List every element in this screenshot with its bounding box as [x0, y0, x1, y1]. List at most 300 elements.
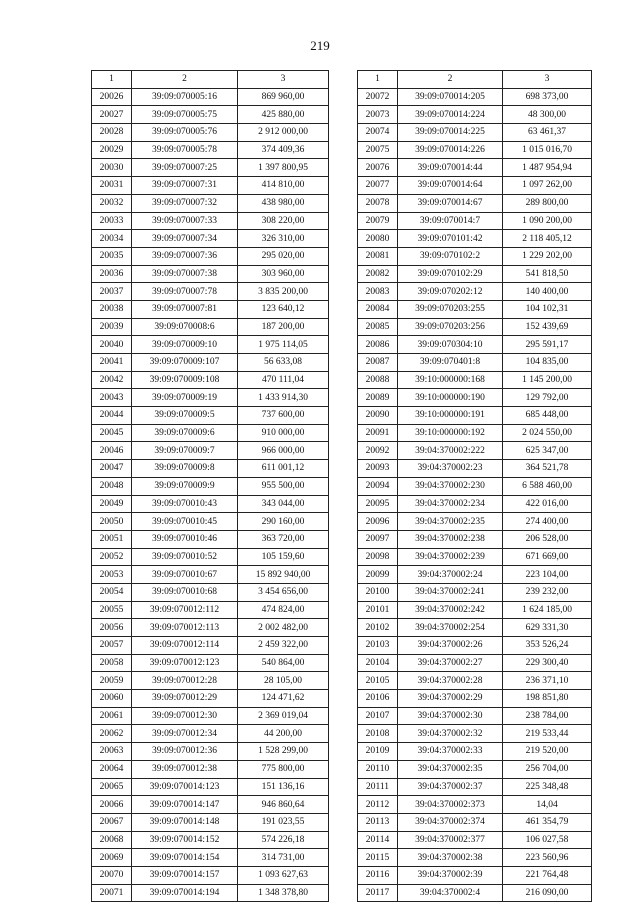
cadastral-number-cell: 39:09:070007:38: [132, 265, 238, 283]
column-header: 3: [503, 71, 592, 89]
row-number-cell: 20116: [358, 866, 398, 884]
cadastral-number-cell: 39:04:370002:373: [398, 796, 503, 814]
value-cell: 140 400,00: [503, 283, 592, 301]
cadastral-number-cell: 39:09:070102:29: [398, 265, 503, 283]
value-cell: 425 880,00: [238, 106, 329, 124]
row-number-cell: 20078: [358, 194, 398, 212]
value-cell: 1 093 627,63: [238, 866, 329, 884]
row-number-cell: 20027: [92, 106, 132, 124]
table-row: [92, 654, 329, 672]
table-row: [358, 495, 592, 513]
value-cell: 105 159,60: [238, 548, 329, 566]
value-cell: 955 500,00: [238, 477, 329, 495]
row-number-cell: 20041: [92, 354, 132, 372]
cadastral-number-cell: 39:09:070202:12: [398, 283, 503, 301]
cadastral-number-cell: 39:09:070012:36: [132, 743, 238, 761]
cadastral-number-cell: 39:09:070007:81: [132, 300, 238, 318]
cadastral-number-cell: 39:09:070014:154: [132, 849, 238, 867]
value-cell: 238 784,00: [503, 707, 592, 725]
row-number-cell: 20114: [358, 831, 398, 849]
value-cell: 314 731,00: [238, 849, 329, 867]
value-cell: 343 044,00: [238, 495, 329, 513]
row-number-cell: 20102: [358, 619, 398, 637]
cadastral-number-cell: 39:09:070014:152: [132, 831, 238, 849]
row-number-cell: 20117: [358, 884, 398, 902]
row-number-cell: 20026: [92, 88, 132, 106]
table-row: [92, 283, 329, 301]
cadastral-number-cell: 39:09:070014:225: [398, 124, 503, 142]
row-number-cell: 20075: [358, 141, 398, 159]
table-row: [358, 566, 592, 584]
table-row: [358, 247, 592, 265]
cadastral-number-cell: 39:04:370002:241: [398, 583, 503, 601]
cadastral-number-cell: 39:09:070007:78: [132, 283, 238, 301]
cadastral-number-cell: 39:04:370002:39: [398, 866, 503, 884]
table-row: [92, 548, 329, 566]
table-row: [92, 230, 329, 248]
table-row: [358, 300, 592, 318]
cadastral-number-cell: 39:09:070010:52: [132, 548, 238, 566]
cadastral-number-cell: 39:09:070005:78: [132, 141, 238, 159]
cadastral-number-cell: 39:10:000000:191: [398, 407, 503, 425]
cadastral-number-cell: 39:09:070014:226: [398, 141, 503, 159]
table-row: [92, 672, 329, 690]
value-cell: 1 229 202,00: [503, 247, 592, 265]
row-number-cell: 20032: [92, 194, 132, 212]
row-number-cell: 20074: [358, 124, 398, 142]
table-row: [358, 159, 592, 177]
table-row: [358, 424, 592, 442]
table-row: [92, 796, 329, 814]
row-number-cell: 20076: [358, 159, 398, 177]
table-row: [358, 407, 592, 425]
cadastral-number-cell: 39:09:070007:36: [132, 247, 238, 265]
cadastral-number-cell: 39:09:070014:224: [398, 106, 503, 124]
table-row: [358, 141, 592, 159]
value-cell: 438 980,00: [238, 194, 329, 212]
table-row: [358, 725, 592, 743]
value-cell: 124 471,62: [238, 690, 329, 708]
table-row: [92, 637, 329, 655]
row-number-cell: 20038: [92, 300, 132, 318]
value-cell: 353 526,24: [503, 637, 592, 655]
value-cell: 414 810,00: [238, 177, 329, 195]
table-row: [92, 866, 329, 884]
table-row: [358, 707, 592, 725]
cadastral-number-cell: 39:09:070009:107: [132, 354, 238, 372]
table-row: [358, 583, 592, 601]
row-number-cell: 20109: [358, 743, 398, 761]
row-number-cell: 20081: [358, 247, 398, 265]
row-number-cell: 20043: [92, 389, 132, 407]
value-cell: 966 000,00: [238, 442, 329, 460]
cadastral-number-cell: 39:04:370002:254: [398, 619, 503, 637]
value-cell: 295 591,17: [503, 336, 592, 354]
table-row: [358, 530, 592, 548]
table-row: [358, 477, 592, 495]
cadastral-number-cell: 39:04:370002:30: [398, 707, 503, 725]
table-row: [358, 866, 592, 884]
row-number-cell: 20115: [358, 849, 398, 867]
row-number-cell: 20108: [358, 725, 398, 743]
value-cell: 106 027,58: [503, 831, 592, 849]
value-cell: 3 454 656,00: [238, 583, 329, 601]
value-cell: 28 105,00: [238, 672, 329, 690]
value-cell: 295 020,00: [238, 247, 329, 265]
cadastral-number-cell: 39:09:070005:76: [132, 124, 238, 142]
row-number-cell: 20113: [358, 813, 398, 831]
value-cell: 15 892 940,00: [238, 566, 329, 584]
cadastral-number-cell: 39:09:070010:45: [132, 513, 238, 531]
cadastral-number-cell: 39:09:070012:30: [132, 707, 238, 725]
table-row: [358, 389, 592, 407]
row-number-cell: 20097: [358, 530, 398, 548]
cadastral-number-cell: 39:09:070012:38: [132, 760, 238, 778]
row-number-cell: 20083: [358, 283, 398, 301]
row-number-cell: 20068: [92, 831, 132, 849]
row-number-cell: 20052: [92, 548, 132, 566]
value-cell: 219 533,44: [503, 725, 592, 743]
cadastral-number-cell: 39:09:070007:31: [132, 177, 238, 195]
table-row: [358, 654, 592, 672]
row-number-cell: 20094: [358, 477, 398, 495]
cadastral-number-cell: 39:04:370002:32: [398, 725, 503, 743]
cadastral-number-cell: 39:09:070203:255: [398, 300, 503, 318]
cadastral-number-cell: 39:09:070010:46: [132, 530, 238, 548]
value-cell: 474 824,00: [238, 601, 329, 619]
table-row: [92, 88, 329, 106]
value-cell: 151 136,16: [238, 778, 329, 796]
cadastral-number-cell: 39:04:370002:235: [398, 513, 503, 531]
table-row: [358, 760, 592, 778]
column-header: 2: [398, 71, 503, 89]
column-header: 1: [358, 71, 398, 89]
row-number-cell: 20085: [358, 318, 398, 336]
cadastral-number-cell: 39:09:070203:256: [398, 318, 503, 336]
row-number-cell: 20096: [358, 513, 398, 531]
cadastral-number-cell: 39:04:370002:230: [398, 477, 503, 495]
page-number: 219: [310, 38, 330, 53]
row-number-cell: 20087: [358, 354, 398, 372]
table-row: [92, 583, 329, 601]
table-row: [358, 354, 592, 372]
cadastral-number-cell: 39:04:370002:38: [398, 849, 503, 867]
table-row: [92, 336, 329, 354]
value-cell: 6 588 460,00: [503, 477, 592, 495]
cadastral-number-cell: 39:09:070007:32: [132, 194, 238, 212]
table-row: [92, 690, 329, 708]
cadastral-number-cell: 39:09:070014:123: [132, 778, 238, 796]
table-row: [358, 548, 592, 566]
value-cell: 1 015 016,70: [503, 141, 592, 159]
cadastral-number-cell: 39:09:070009:19: [132, 389, 238, 407]
cadastral-number-cell: 39:09:070014:67: [398, 194, 503, 212]
value-cell: 56 633,08: [238, 354, 329, 372]
value-cell: 540 864,00: [238, 654, 329, 672]
row-number-cell: 20056: [92, 619, 132, 637]
row-number-cell: 20070: [92, 866, 132, 884]
table-row: [92, 566, 329, 584]
row-number-cell: 20071: [92, 884, 132, 902]
cadastral-number-cell: 39:04:370002:4: [398, 884, 503, 902]
table-row: [92, 424, 329, 442]
table-row: [358, 177, 592, 195]
row-number-cell: 20053: [92, 566, 132, 584]
value-cell: 574 226,18: [238, 831, 329, 849]
table-row: [92, 849, 329, 867]
row-number-cell: 20093: [358, 460, 398, 478]
table-row: [358, 513, 592, 531]
value-cell: 625 347,00: [503, 442, 592, 460]
row-number-cell: 20045: [92, 424, 132, 442]
row-number-cell: 20079: [358, 212, 398, 230]
table-row: [92, 831, 329, 849]
table-row: [92, 159, 329, 177]
cadastral-number-cell: 39:10:000000:192: [398, 424, 503, 442]
table-row: [92, 619, 329, 637]
value-cell: 1 348 378,80: [238, 884, 329, 902]
value-cell: 308 220,00: [238, 212, 329, 230]
value-cell: 869 960,00: [238, 88, 329, 106]
cadastral-number-cell: 39:09:070009:7: [132, 442, 238, 460]
row-number-cell: 20069: [92, 849, 132, 867]
cadastral-number-cell: 39:09:070009:108: [132, 371, 238, 389]
cadastral-number-cell: 39:09:070009:5: [132, 407, 238, 425]
right-table-body: [358, 88, 592, 902]
cadastral-number-cell: 39:09:070005:16: [132, 88, 238, 106]
table-row: [92, 300, 329, 318]
cadastral-number-cell: 39:09:070014:64: [398, 177, 503, 195]
row-number-cell: 20105: [358, 672, 398, 690]
cadastral-number-cell: 39:09:070009:8: [132, 460, 238, 478]
table-row: [358, 230, 592, 248]
cadastral-number-cell: 39:09:070009:9: [132, 477, 238, 495]
row-number-cell: 20040: [92, 336, 132, 354]
value-cell: 1 528 299,00: [238, 743, 329, 761]
row-number-cell: 20028: [92, 124, 132, 142]
row-number-cell: 20036: [92, 265, 132, 283]
cadastral-number-cell: 39:09:070012:112: [132, 601, 238, 619]
cadastral-number-cell: 39:09:070012:113: [132, 619, 238, 637]
value-cell: 2 369 019,04: [238, 707, 329, 725]
row-number-cell: 20077: [358, 177, 398, 195]
cadastral-number-cell: 39:04:370002:238: [398, 530, 503, 548]
value-cell: 775 800,00: [238, 760, 329, 778]
table-row: [92, 265, 329, 283]
value-cell: 2 912 000,00: [238, 124, 329, 142]
table-row: [358, 265, 592, 283]
cadastral-number-cell: 39:09:070012:123: [132, 654, 238, 672]
row-number-cell: 20061: [92, 707, 132, 725]
value-cell: 946 860,64: [238, 796, 329, 814]
table-row: [358, 796, 592, 814]
column-header: 1: [92, 71, 132, 89]
row-number-cell: 20104: [358, 654, 398, 672]
cadastral-number-cell: 39:04:370002:23: [398, 460, 503, 478]
value-cell: 48 300,00: [503, 106, 592, 124]
row-number-cell: 20098: [358, 548, 398, 566]
table-row: [358, 88, 592, 106]
cadastral-number-cell: 39:04:370002:374: [398, 813, 503, 831]
value-cell: 1 090 200,00: [503, 212, 592, 230]
table-row: [92, 778, 329, 796]
right-table: [357, 70, 592, 902]
value-cell: 461 354,79: [503, 813, 592, 831]
value-cell: 221 764,48: [503, 866, 592, 884]
value-cell: 216 090,00: [503, 884, 592, 902]
value-cell: 698 373,00: [503, 88, 592, 106]
cadastral-number-cell: 39:09:070007:34: [132, 230, 238, 248]
value-cell: 2 118 405,12: [503, 230, 592, 248]
value-cell: 104 835,00: [503, 354, 592, 372]
table-row: [92, 601, 329, 619]
value-cell: 1 397 800,95: [238, 159, 329, 177]
value-cell: 671 669,00: [503, 548, 592, 566]
table-row: [358, 637, 592, 655]
table-row: [358, 601, 592, 619]
cadastral-number-cell: 39:04:370002:26: [398, 637, 503, 655]
cadastral-number-cell: 39:09:070014:44: [398, 159, 503, 177]
table-header-row: [92, 71, 329, 89]
row-number-cell: 20082: [358, 265, 398, 283]
row-number-cell: 20073: [358, 106, 398, 124]
value-cell: 3 835 200,00: [238, 283, 329, 301]
row-number-cell: 20086: [358, 336, 398, 354]
value-cell: 629 331,30: [503, 619, 592, 637]
table-row: [358, 283, 592, 301]
value-cell: 229 300,40: [503, 654, 592, 672]
row-number-cell: 20059: [92, 672, 132, 690]
table-row: [358, 442, 592, 460]
row-number-cell: 20080: [358, 230, 398, 248]
table-row: [92, 760, 329, 778]
row-number-cell: 20031: [92, 177, 132, 195]
value-cell: 198 851,80: [503, 690, 592, 708]
cadastral-number-cell: 39:09:070014:148: [132, 813, 238, 831]
value-cell: 2 459 322,00: [238, 637, 329, 655]
table-row: [92, 389, 329, 407]
value-cell: 223 560,96: [503, 849, 592, 867]
value-cell: 374 409,36: [238, 141, 329, 159]
value-cell: 129 792,00: [503, 389, 592, 407]
row-number-cell: 20057: [92, 637, 132, 655]
table-row: [92, 212, 329, 230]
table-row: [358, 106, 592, 124]
row-number-cell: 20106: [358, 690, 398, 708]
cadastral-number-cell: 39:04:370002:29: [398, 690, 503, 708]
value-cell: 123 640,12: [238, 300, 329, 318]
row-number-cell: 20030: [92, 159, 132, 177]
left-table-body: [92, 88, 329, 902]
value-cell: 236 371,10: [503, 672, 592, 690]
value-cell: 290 160,00: [238, 513, 329, 531]
value-cell: 1 145 200,00: [503, 371, 592, 389]
row-number-cell: 20029: [92, 141, 132, 159]
value-cell: 611 001,12: [238, 460, 329, 478]
table-row: [92, 194, 329, 212]
value-cell: 1 487 954,94: [503, 159, 592, 177]
cadastral-number-cell: 39:04:370002:239: [398, 548, 503, 566]
row-number-cell: 20062: [92, 725, 132, 743]
table-row: [358, 124, 592, 142]
row-number-cell: 20033: [92, 212, 132, 230]
table-row: [358, 813, 592, 831]
table-row: [92, 371, 329, 389]
row-number-cell: 20044: [92, 407, 132, 425]
table-row: [92, 743, 329, 761]
value-cell: 2 002 482,00: [238, 619, 329, 637]
row-number-cell: 20064: [92, 760, 132, 778]
cadastral-number-cell: 39:09:070101:42: [398, 230, 503, 248]
value-cell: 541 818,50: [503, 265, 592, 283]
cadastral-number-cell: 39:09:070010:67: [132, 566, 238, 584]
table-row: [92, 247, 329, 265]
cadastral-number-cell: 39:09:070007:33: [132, 212, 238, 230]
value-cell: 1 975 114,05: [238, 336, 329, 354]
value-cell: 303 960,00: [238, 265, 329, 283]
cadastral-number-cell: 39:04:370002:27: [398, 654, 503, 672]
table-row: [92, 707, 329, 725]
table-row: [92, 124, 329, 142]
table-row: [92, 354, 329, 372]
cadastral-number-cell: 39:04:370002:37: [398, 778, 503, 796]
cadastral-number-cell: 39:10:000000:168: [398, 371, 503, 389]
row-number-cell: 20065: [92, 778, 132, 796]
row-number-cell: 20103: [358, 637, 398, 655]
value-cell: 44 200,00: [238, 725, 329, 743]
row-number-cell: 20089: [358, 389, 398, 407]
table-row: [358, 194, 592, 212]
row-number-cell: 20091: [358, 424, 398, 442]
cadastral-number-cell: 39:09:070014:205: [398, 88, 503, 106]
value-cell: 2 024 550,00: [503, 424, 592, 442]
row-number-cell: 20090: [358, 407, 398, 425]
row-number-cell: 20058: [92, 654, 132, 672]
value-cell: 470 111,04: [238, 371, 329, 389]
cadastral-number-cell: 39:09:070014:7: [398, 212, 503, 230]
table-row: [358, 849, 592, 867]
column-header: 3: [238, 71, 329, 89]
table-row: [358, 690, 592, 708]
row-number-cell: 20037: [92, 283, 132, 301]
value-cell: 152 439,69: [503, 318, 592, 336]
table-row: [92, 495, 329, 513]
table-row: [358, 778, 592, 796]
row-number-cell: 20084: [358, 300, 398, 318]
value-cell: 685 448,00: [503, 407, 592, 425]
table-row: [92, 813, 329, 831]
cadastral-number-cell: 39:09:070012:34: [132, 725, 238, 743]
value-cell: 1 624 185,00: [503, 601, 592, 619]
table-row: [358, 460, 592, 478]
table-row: [92, 407, 329, 425]
row-number-cell: 20066: [92, 796, 132, 814]
cadastral-number-cell: 39:04:370002:377: [398, 831, 503, 849]
cadastral-number-cell: 39:09:070008:6: [132, 318, 238, 336]
table-row: [358, 336, 592, 354]
value-cell: 422 016,00: [503, 495, 592, 513]
cadastral-number-cell: 39:04:370002:222: [398, 442, 503, 460]
value-cell: 1 433 914,30: [238, 389, 329, 407]
table-row: [358, 212, 592, 230]
value-cell: 274 400,00: [503, 513, 592, 531]
table-row: [358, 318, 592, 336]
table-row: [92, 318, 329, 336]
table-row: [92, 725, 329, 743]
row-number-cell: 20101: [358, 601, 398, 619]
cadastral-number-cell: 39:09:070010:68: [132, 583, 238, 601]
table-row: [358, 619, 592, 637]
